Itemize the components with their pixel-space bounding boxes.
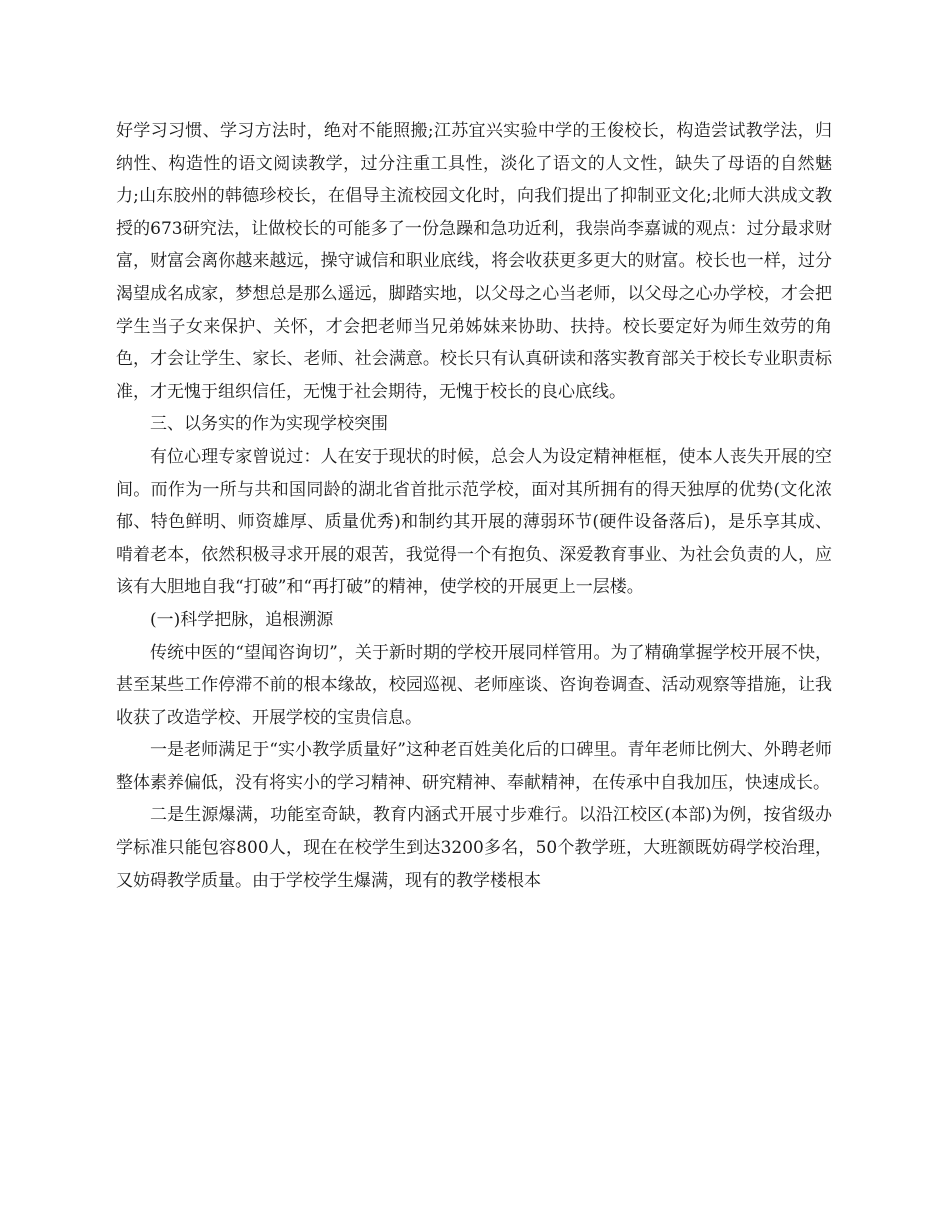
subsection-heading-1: (一)科学把脉，追根溯源 xyxy=(150,609,334,630)
paragraph-psychology: 有位心理专家曾说过：人在安于现状的时候，总会人为设定精神框框，使本人丧失开展的空间。而作为一所与共和国同龄的湖北省首批示范学校，面对其所拥有的得天独厚的优势(文化浓郁、特色鲜明、师资雄厚、质量优秀)和制约其开展的薄弱环节(硬件设备落后)，是乐享其成、啃着老本，依然积极寻求开展的艰苦，我觉得一个有抱负、深爱教育事业、为社会负责的人，应该有大胆地自我“打破”和“再打破”的精神，使学校的开展更上一层楼。 xyxy=(116,446,832,598)
paragraph-point-one: 一是老师满足于“实小教学质量好”这种老百姓美化后的口碑里。青年老师比例大、外聘老师整体素养偏低，没有将实小的学习精神、研究精神、奉献精神，在传承中自我加压，快速成长。 xyxy=(116,740,832,793)
paragraph-diagnosis: 传统中医的“望闻咨询切”，关于新时期的学校开展同样管用。为了精确掌握学校开展不快，甚至某些工作停滞不前的根本缘故，校园巡视、老师座谈、咨询卷调查、活动观察等措施，让我收获了改造学校、开展学校的宝贵信息。 xyxy=(116,642,832,728)
paragraph-point-two: 二是生源爆满，功能室奇缺，教育内涵式开展寸步难行。以沿江校区(本部)为例，按省级办学标准只能包容800人，现在在校学生到达3200多名，50个教学班，大班额既妨碍学校治理，又妨碍教学质量。由于学校学生爆满，现有的教学楼根本 xyxy=(116,805,832,891)
section-heading-3: 三、以务实的作为实现学校突围 xyxy=(150,414,388,435)
document-page xyxy=(116,115,832,897)
paragraph-continuation: 好学习习惯、学习方法时，绝对不能照搬;江苏宜兴实验中学的王俊校长，构造尝试教学法，归纳性、构造性的语文阅读教学，过分注重工具性，淡化了语文的人文性，缺失了母语的自然魅力;山东胶州的韩德珍校长，在倡导主流校园文化时，向我们提出了抑制亚文化;北师大洪成文教授的673研究法，让做校长的可能多了一份急躁和急功近利，我崇尚李嘉诚的观点：过分最求财富，财富会离你越来越远，操守诚信和职业底线，将会收获更多更大的财富。校长也一样，过分渴望成名成家，梦想总是那么遥远，脚踏实地，以父母之心当老师，以父母之心办学校，才会把学生当子女来保护、关怀，才会把老师当兄弟姊妹来协助、扶持。校长要定好为师生效劳的角色，才会让学生、家长、老师、社会满意。校长只有认真研读和落实教育部关于校长专业职责标准，才无愧于组织信任，无愧于社会期待，无愧于校长的良心底线。 xyxy=(116,121,832,402)
